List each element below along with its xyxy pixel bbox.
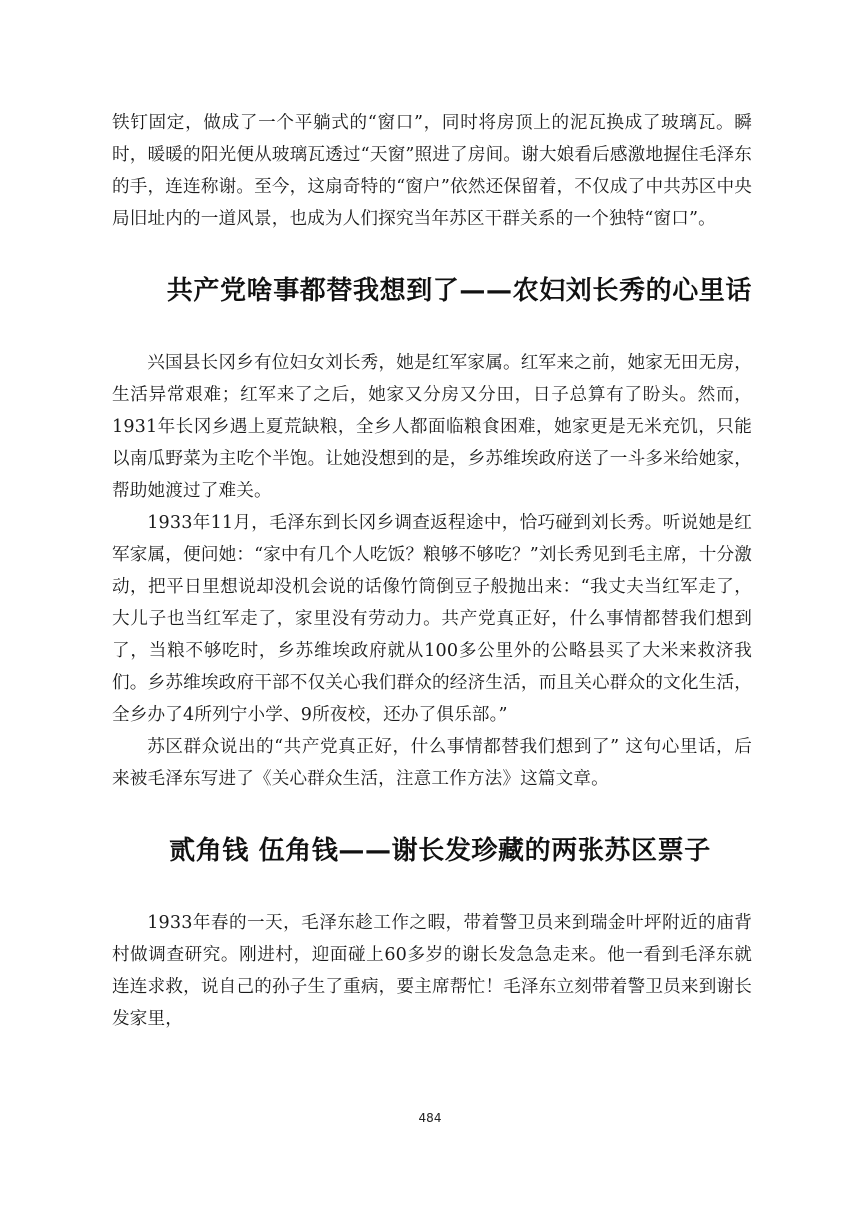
body-paragraph: 铁钉固定，做成了一个平躺式的“窗口”，同时将房顶上的泥瓦换成了玻璃瓦。瞬时，暖暖的阳光便从玻璃瓦透过“天窗”照进了房间。谢大娘看后感激地握住毛泽东的手，连连称谢。至今，这扇奇特的“窗户”依然还保留着，不仅成了中共苏区中央局旧址内的一道风景，也成为人们探究当年苏区干群关系的一个独特“窗口”。 (112, 113, 752, 229)
page-content (112, 107, 752, 1035)
body-paragraph: 兴国县长冈乡有位妇女刘长秀，她是红军家属。红军来之前，她家无田无房，生活异常艰难；红军来了之后，她家又分房又分田，日子总算有了盼头。然而，1931年长冈乡遇上夏荒缺粮，全乡人都面临粮食困难，她家更是无米充饥，只能以南瓜野菜为主吃个半饱。让她没想到的是，乡苏维埃政府送了一斗多米给她家，帮助她渡过了难关。 (112, 353, 752, 501)
section-heading: 共产党啥事都替我想到了——农妇刘长秀的心里话 (166, 276, 752, 306)
section-heading: 贰角钱 伍角钱——谢长发珍藏的两张苏区票子 (169, 836, 711, 866)
body-paragraph: 苏区群众说出的“共产党真正好，什么事情都替我们想到了” 这句心里话，后来被毛泽东写进了《关心群众生活，注意工作方法》这篇文章。 (112, 737, 752, 789)
body-paragraph: 1933年11月，毛泽东到长冈乡调查返程途中，恰巧碰到刘长秀。听说她是红军家属，便问她：“家中有几个人吃饭？粮够不够吃？”刘长秀见到毛主席，十分激动，把平日里想说却没机会说的话像竹筒倒豆子般抛出来：“我丈夫当红军走了，大儿子也当红军走了，家里没有劳动力。共产党真正好，什么事情都替我们想到了，当粮不够吃时，乡苏维埃政府就从100多公里外的公略县买了大米来救济我们。乡苏维埃政府干部不仅关心我们群众的经济生活，而且关心群众的文化生活，全乡办了4所列宁小学、9所夜校，还办了俱乐部。” (112, 513, 752, 725)
body-paragraph: 1933年春的一天，毛泽东趁工作之暇，带着警卫员来到瑞金叶坪附近的庙背村做调查研究。刚进村，迎面碰上60多岁的谢长发急急走来。他一看到毛泽东就连连求救，说自己的孙子生了重病，要主席帮忙！毛泽东立刻带着警卫员来到谢长发家里， (112, 913, 752, 1029)
page-number: 484 (418, 1111, 442, 1125)
